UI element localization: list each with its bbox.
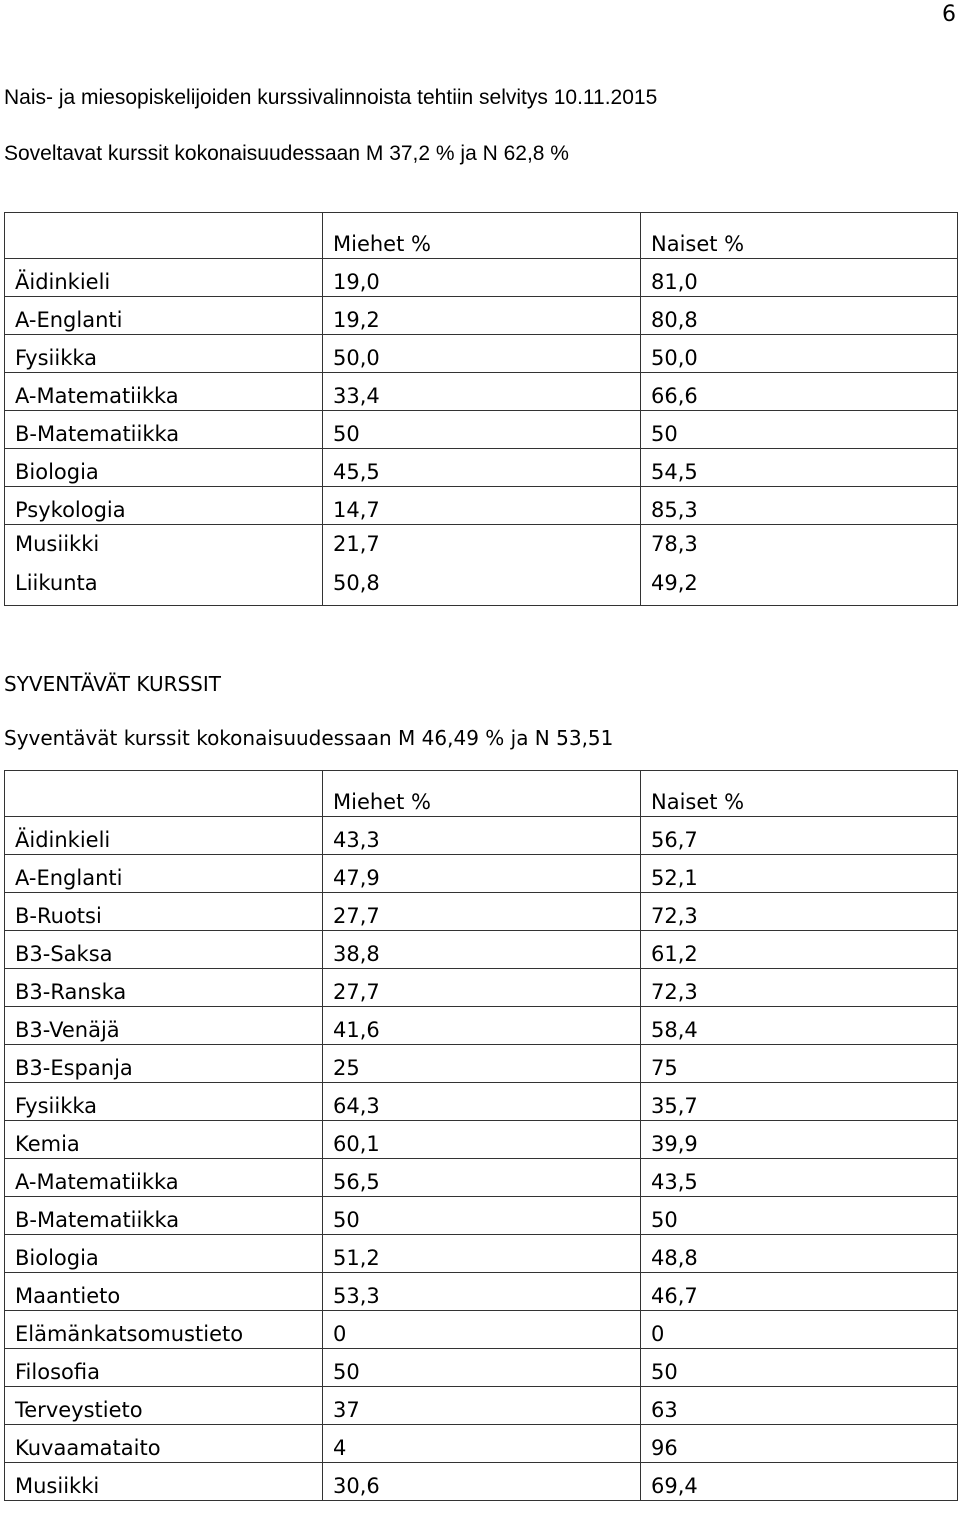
men-percent-cell: 4: [323, 1425, 641, 1463]
women-percent-cell: 0: [641, 1311, 958, 1349]
women-percent-cell: 50: [641, 1197, 958, 1235]
cell-line: 50,8: [333, 571, 380, 595]
table-row: [5, 1387, 958, 1425]
course-cell: A-Matematiikka: [5, 1159, 323, 1197]
women-percent-cell: 50: [641, 411, 958, 449]
women-percent-cell: 35,7: [641, 1083, 958, 1121]
course-cell: Kemia: [5, 1121, 323, 1159]
men-percent-cell: [323, 525, 641, 606]
course-cell: B3-Saksa: [5, 931, 323, 969]
women-percent-cell: 43,5: [641, 1159, 958, 1197]
women-percent-cell: 85,3: [641, 487, 958, 525]
table-row: [5, 411, 958, 449]
table-row: [5, 1197, 958, 1235]
course-cell: [5, 213, 323, 259]
men-percent-cell: 43,3: [323, 817, 641, 855]
course-cell: B3-Ranska: [5, 969, 323, 1007]
table-row: [5, 297, 958, 335]
course-cell: Kuvaamataito: [5, 1425, 323, 1463]
header-row: [5, 771, 958, 817]
table-row: [5, 1045, 958, 1083]
women-percent-cell: 50: [641, 1349, 958, 1387]
table-row: [5, 487, 958, 525]
men-percent-cell: 50: [323, 1349, 641, 1387]
advanced-courses-table: [4, 770, 958, 1501]
course-cell: B-Ruotsi: [5, 893, 323, 931]
men-percent-cell: 50: [323, 1197, 641, 1235]
table-row: [5, 1349, 958, 1387]
course-cell: Terveystieto: [5, 1387, 323, 1425]
women-percent-cell: 69,4: [641, 1463, 958, 1501]
women-percent-cell: 72,3: [641, 969, 958, 1007]
women-percent-cell: 52,1: [641, 855, 958, 893]
course-cell: Musiikki: [5, 1463, 323, 1501]
men-percent-cell: 64,3: [323, 1083, 641, 1121]
course-cell: Fysiikka: [5, 335, 323, 373]
men-percent-cell: 50,0: [323, 335, 641, 373]
men-percent-cell: 60,1: [323, 1121, 641, 1159]
women-percent-cell: 75: [641, 1045, 958, 1083]
table-row: [5, 449, 958, 487]
men-percent-cell: 37: [323, 1387, 641, 1425]
course-cell: A-Matematiikka: [5, 373, 323, 411]
men-percent-cell: 27,7: [323, 969, 641, 1007]
cell-line: Musiikki: [15, 532, 100, 556]
men-percent-cell: 14,7: [323, 487, 641, 525]
course-cell: B3-Venäjä: [5, 1007, 323, 1045]
cell-line: 21,7: [333, 532, 380, 556]
women-percent-cell: 61,2: [641, 931, 958, 969]
course-cell: [5, 525, 323, 606]
table-row: [5, 855, 958, 893]
course-cell: Biologia: [5, 449, 323, 487]
women-percent-cell: Naiset %: [641, 213, 958, 259]
course-cell: A-Englanti: [5, 855, 323, 893]
table-row: [5, 1159, 958, 1197]
women-percent-cell: 72,3: [641, 893, 958, 931]
course-cell: B3-Espanja: [5, 1045, 323, 1083]
course-cell: A-Englanti: [5, 297, 323, 335]
table-row: [5, 969, 958, 1007]
advanced-heading: SYVENTÄVÄT KURSSIT: [4, 672, 221, 696]
men-percent-cell: 25: [323, 1045, 641, 1083]
course-cell: B-Matematiikka: [5, 1197, 323, 1235]
table-row: [5, 525, 958, 606]
men-percent-cell: 53,3: [323, 1273, 641, 1311]
course-cell: Psykologia: [5, 487, 323, 525]
course-cell: Biologia: [5, 1235, 323, 1273]
women-percent-cell: 54,5: [641, 449, 958, 487]
table-row: [5, 373, 958, 411]
table-row: [5, 893, 958, 931]
header-row: [5, 213, 958, 259]
men-percent-cell: 41,6: [323, 1007, 641, 1045]
course-cell: [5, 771, 323, 817]
men-percent-cell: 19,2: [323, 297, 641, 335]
course-cell: Äidinkieli: [5, 259, 323, 297]
applied-courses-table: [4, 212, 958, 606]
table-row: [5, 1311, 958, 1349]
table-row: [5, 931, 958, 969]
men-percent-cell: 19,0: [323, 259, 641, 297]
table-row: [5, 1007, 958, 1045]
men-percent-cell: 56,5: [323, 1159, 641, 1197]
table-row: [5, 1273, 958, 1311]
men-percent-cell: Miehet %: [323, 771, 641, 817]
women-percent-cell: 63: [641, 1387, 958, 1425]
cell-line: 49,2: [651, 571, 698, 595]
men-percent-cell: 45,5: [323, 449, 641, 487]
table-row: [5, 1121, 958, 1159]
men-percent-cell: 51,2: [323, 1235, 641, 1273]
course-cell: Filosofia: [5, 1349, 323, 1387]
page-number: 6: [942, 2, 956, 27]
women-percent-cell: [641, 525, 958, 606]
women-percent-cell: 81,0: [641, 259, 958, 297]
course-cell: Äidinkieli: [5, 817, 323, 855]
women-percent-cell: 48,8: [641, 1235, 958, 1273]
course-cell: Fysiikka: [5, 1083, 323, 1121]
women-percent-cell: 39,9: [641, 1121, 958, 1159]
table-row: [5, 259, 958, 297]
men-percent-cell: 47,9: [323, 855, 641, 893]
women-percent-cell: Naiset %: [641, 771, 958, 817]
table-row: [5, 817, 958, 855]
course-cell: Elämänkatsomustieto: [5, 1311, 323, 1349]
men-percent-cell: 30,6: [323, 1463, 641, 1501]
advanced-summary: Syventävät kurssit kokonaisuudessaan M 46,49 % ja N 53,51: [4, 726, 614, 750]
table-row: [5, 1463, 958, 1501]
women-percent-cell: 80,8: [641, 297, 958, 335]
table-row: [5, 1425, 958, 1463]
women-percent-cell: 96: [641, 1425, 958, 1463]
cell-line: 78,3: [651, 532, 698, 556]
course-cell: Maantieto: [5, 1273, 323, 1311]
men-percent-cell: 27,7: [323, 893, 641, 931]
women-percent-cell: 66,6: [641, 373, 958, 411]
women-percent-cell: 50,0: [641, 335, 958, 373]
table-row: [5, 335, 958, 373]
women-percent-cell: 46,7: [641, 1273, 958, 1311]
course-cell: B-Matematiikka: [5, 411, 323, 449]
women-percent-cell: 58,4: [641, 1007, 958, 1045]
applied-summary: Soveltavat kurssit kokonaisuudessaan M 37,2 % ja N 62,8 %: [4, 142, 569, 165]
men-percent-cell: 50: [323, 411, 641, 449]
table-row: [5, 1083, 958, 1121]
cell-line: Liikunta: [15, 571, 98, 595]
men-percent-cell: 33,4: [323, 373, 641, 411]
men-percent-cell: 38,8: [323, 931, 641, 969]
table-row: [5, 1235, 958, 1273]
women-percent-cell: 56,7: [641, 817, 958, 855]
men-percent-cell: 0: [323, 1311, 641, 1349]
men-percent-cell: Miehet %: [323, 213, 641, 259]
intro-text: Nais- ja miesopiskelijoiden kurssivalinnoista tehtiin selvitys 10.11.2015: [4, 86, 658, 109]
